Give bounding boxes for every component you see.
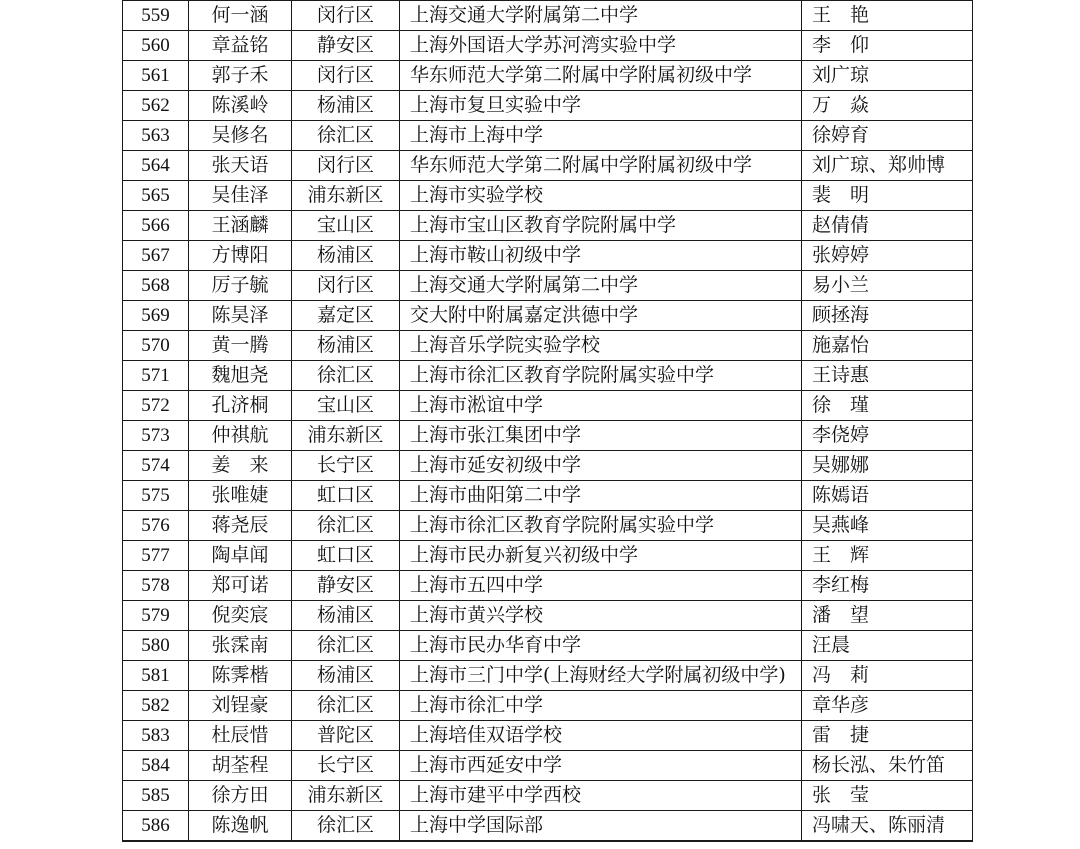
teacher-cell: 万 焱 <box>802 91 973 121</box>
student-name-cell: 胡荃程 <box>189 751 292 781</box>
teacher-cell: 易小兰 <box>802 271 973 301</box>
teacher-cell: 刘广琼、郑帅博 <box>802 151 973 181</box>
school-cell: 上海市延安初级中学 <box>400 451 802 481</box>
school-cell: 上海市上海中学 <box>400 121 802 151</box>
table-row <box>123 331 973 361</box>
district-cell: 长宁区 <box>292 751 400 781</box>
table-row <box>123 541 973 571</box>
student-name-cell: 陈昊泽 <box>189 301 292 331</box>
student-name-cell: 郭子禾 <box>189 61 292 91</box>
student-name-cell: 孔济桐 <box>189 391 292 421</box>
table-row <box>123 691 973 721</box>
row-number-cell: 572 <box>123 391 189 421</box>
student-name-cell: 杜辰惜 <box>189 721 292 751</box>
row-number-cell: 584 <box>123 751 189 781</box>
teacher-cell: 李 仰 <box>802 31 973 61</box>
student-name-cell: 魏旭尧 <box>189 361 292 391</box>
table-row <box>123 361 973 391</box>
table-row <box>123 811 973 842</box>
student-name-cell: 郑可诺 <box>189 571 292 601</box>
student-name-cell: 章益铭 <box>189 31 292 61</box>
school-cell: 华东师范大学第二附属中学附属初级中学 <box>400 61 802 91</box>
table-row <box>123 751 973 781</box>
teacher-cell: 陈嫣语 <box>802 481 973 511</box>
row-number-cell: 580 <box>123 631 189 661</box>
table-row <box>123 391 973 421</box>
table-row <box>123 451 973 481</box>
row-number-cell: 583 <box>123 721 189 751</box>
school-cell: 上海外国语大学苏河湾实验中学 <box>400 31 802 61</box>
table-row <box>123 421 973 451</box>
row-number-cell: 576 <box>123 511 189 541</box>
school-cell: 华东师范大学第二附属中学附属初级中学 <box>400 151 802 181</box>
table-row <box>123 571 973 601</box>
student-name-cell: 张霂南 <box>189 631 292 661</box>
district-cell: 闵行区 <box>292 151 400 181</box>
row-number-cell: 567 <box>123 241 189 271</box>
district-cell: 浦东新区 <box>292 421 400 451</box>
school-cell: 交大附中附属嘉定洪德中学 <box>400 301 802 331</box>
school-cell: 上海市西延安中学 <box>400 751 802 781</box>
teacher-cell: 吴燕峰 <box>802 511 973 541</box>
district-cell: 徐汇区 <box>292 631 400 661</box>
table-row <box>123 481 973 511</box>
table-row <box>123 781 973 811</box>
district-cell: 长宁区 <box>292 451 400 481</box>
district-cell: 杨浦区 <box>292 661 400 691</box>
table-row <box>123 31 973 61</box>
teacher-cell: 赵倩倩 <box>802 211 973 241</box>
teacher-cell: 顾拯海 <box>802 301 973 331</box>
school-cell: 上海市曲阳第二中学 <box>400 481 802 511</box>
teacher-cell: 徐 瑾 <box>802 391 973 421</box>
district-cell: 徐汇区 <box>292 361 400 391</box>
row-number-cell: 582 <box>123 691 189 721</box>
teacher-cell: 施嘉怡 <box>802 331 973 361</box>
row-number-cell: 581 <box>123 661 189 691</box>
district-cell: 静安区 <box>292 31 400 61</box>
school-cell: 上海中学国际部 <box>400 811 802 842</box>
district-cell: 闵行区 <box>292 61 400 91</box>
row-number-cell: 561 <box>123 61 189 91</box>
school-cell: 上海市淞谊中学 <box>400 391 802 421</box>
student-name-cell: 何一涵 <box>189 1 292 31</box>
district-cell: 宝山区 <box>292 391 400 421</box>
school-cell: 上海市实验学校 <box>400 181 802 211</box>
teacher-cell: 王 艳 <box>802 1 973 31</box>
teacher-cell: 潘 望 <box>802 601 973 631</box>
teacher-cell: 李侥婷 <box>802 421 973 451</box>
teacher-cell: 李红梅 <box>802 571 973 601</box>
award-list-body <box>123 1 973 842</box>
table-row <box>123 121 973 151</box>
teacher-cell: 徐婷育 <box>802 121 973 151</box>
district-cell: 浦东新区 <box>292 781 400 811</box>
table-row <box>123 511 973 541</box>
school-cell: 上海市五四中学 <box>400 571 802 601</box>
district-cell: 浦东新区 <box>292 181 400 211</box>
teacher-cell: 冯 莉 <box>802 661 973 691</box>
table-row <box>123 181 973 211</box>
student-name-cell: 张天语 <box>189 151 292 181</box>
district-cell: 徐汇区 <box>292 691 400 721</box>
student-name-cell: 陈霁楷 <box>189 661 292 691</box>
teacher-cell: 王诗惠 <box>802 361 973 391</box>
school-cell: 上海市三门中学(上海财经大学附属初级中学) <box>400 661 802 691</box>
student-name-cell: 仲祺航 <box>189 421 292 451</box>
table-row <box>123 61 973 91</box>
row-number-cell: 559 <box>123 1 189 31</box>
district-cell: 徐汇区 <box>292 511 400 541</box>
teacher-cell: 张婷婷 <box>802 241 973 271</box>
teacher-cell: 刘广琼 <box>802 61 973 91</box>
table-row <box>123 151 973 181</box>
district-cell: 普陀区 <box>292 721 400 751</box>
row-number-cell: 563 <box>123 121 189 151</box>
table-row <box>123 91 973 121</box>
table-row <box>123 301 973 331</box>
teacher-cell: 章华彦 <box>802 691 973 721</box>
district-cell: 杨浦区 <box>292 241 400 271</box>
school-cell: 上海培佳双语学校 <box>400 721 802 751</box>
district-cell: 徐汇区 <box>292 811 400 842</box>
row-number-cell: 575 <box>123 481 189 511</box>
school-cell: 上海市民办华育中学 <box>400 631 802 661</box>
row-number-cell: 569 <box>123 301 189 331</box>
row-number-cell: 562 <box>123 91 189 121</box>
teacher-cell: 王 辉 <box>802 541 973 571</box>
school-cell: 上海市复旦实验中学 <box>400 91 802 121</box>
school-cell: 上海市徐汇区教育学院附属实验中学 <box>400 361 802 391</box>
district-cell: 虹口区 <box>292 541 400 571</box>
row-number-cell: 568 <box>123 271 189 301</box>
district-cell: 宝山区 <box>292 211 400 241</box>
row-number-cell: 577 <box>123 541 189 571</box>
row-number-cell: 571 <box>123 361 189 391</box>
district-cell: 杨浦区 <box>292 91 400 121</box>
row-number-cell: 564 <box>123 151 189 181</box>
student-name-cell: 刘锃豪 <box>189 691 292 721</box>
school-cell: 上海市民办新复兴初级中学 <box>400 541 802 571</box>
row-number-cell: 578 <box>123 571 189 601</box>
table-row <box>123 661 973 691</box>
school-cell: 上海交通大学附属第二中学 <box>400 271 802 301</box>
teacher-cell: 汪晨 <box>802 631 973 661</box>
school-cell: 上海市建平中学西校 <box>400 781 802 811</box>
district-cell: 静安区 <box>292 571 400 601</box>
table-row <box>123 631 973 661</box>
student-name-cell: 吴佳泽 <box>189 181 292 211</box>
row-number-cell: 579 <box>123 601 189 631</box>
row-number-cell: 586 <box>123 811 189 842</box>
table-row <box>123 601 973 631</box>
teacher-cell: 张 莹 <box>802 781 973 811</box>
school-cell: 上海市徐汇区教育学院附属实验中学 <box>400 511 802 541</box>
table-row <box>123 271 973 301</box>
student-name-cell: 徐方田 <box>189 781 292 811</box>
teacher-cell: 裴 明 <box>802 181 973 211</box>
table-row <box>123 211 973 241</box>
school-cell: 上海交通大学附属第二中学 <box>400 1 802 31</box>
student-name-cell: 倪奕宸 <box>189 601 292 631</box>
school-cell: 上海市鞍山初级中学 <box>400 241 802 271</box>
teacher-cell: 吴娜娜 <box>802 451 973 481</box>
school-cell: 上海市宝山区教育学院附属中学 <box>400 211 802 241</box>
student-name-cell: 张唯婕 <box>189 481 292 511</box>
school-cell: 上海市黄兴学校 <box>400 601 802 631</box>
row-number-cell: 574 <box>123 451 189 481</box>
table-row <box>123 721 973 751</box>
row-number-cell: 573 <box>123 421 189 451</box>
district-cell: 闵行区 <box>292 1 400 31</box>
row-number-cell: 565 <box>123 181 189 211</box>
student-name-cell: 吴修名 <box>189 121 292 151</box>
student-name-cell: 姜 来 <box>189 451 292 481</box>
teacher-cell: 雷 捷 <box>802 721 973 751</box>
school-cell: 上海市徐汇中学 <box>400 691 802 721</box>
student-name-cell: 王涵麟 <box>189 211 292 241</box>
row-number-cell: 585 <box>123 781 189 811</box>
student-name-cell: 陶卓闻 <box>189 541 292 571</box>
table-row <box>123 241 973 271</box>
student-name-cell: 厉子毓 <box>189 271 292 301</box>
student-name-cell: 黄一腾 <box>189 331 292 361</box>
student-name-cell: 蒋尧辰 <box>189 511 292 541</box>
row-number-cell: 560 <box>123 31 189 61</box>
district-cell: 杨浦区 <box>292 601 400 631</box>
school-cell: 上海市张江集团中学 <box>400 421 802 451</box>
district-cell: 虹口区 <box>292 481 400 511</box>
student-name-cell: 陈溪岭 <box>189 91 292 121</box>
row-number-cell: 570 <box>123 331 189 361</box>
award-list-table <box>122 0 973 842</box>
student-name-cell: 陈逸帆 <box>189 811 292 842</box>
school-cell: 上海音乐学院实验学校 <box>400 331 802 361</box>
teacher-cell: 杨长泓、朱竹笛 <box>802 751 973 781</box>
table-row <box>123 1 973 31</box>
student-name-cell: 方博阳 <box>189 241 292 271</box>
district-cell: 杨浦区 <box>292 331 400 361</box>
district-cell: 嘉定区 <box>292 301 400 331</box>
district-cell: 闵行区 <box>292 271 400 301</box>
teacher-cell: 冯啸天、陈丽清 <box>802 811 973 842</box>
row-number-cell: 566 <box>123 211 189 241</box>
district-cell: 徐汇区 <box>292 121 400 151</box>
